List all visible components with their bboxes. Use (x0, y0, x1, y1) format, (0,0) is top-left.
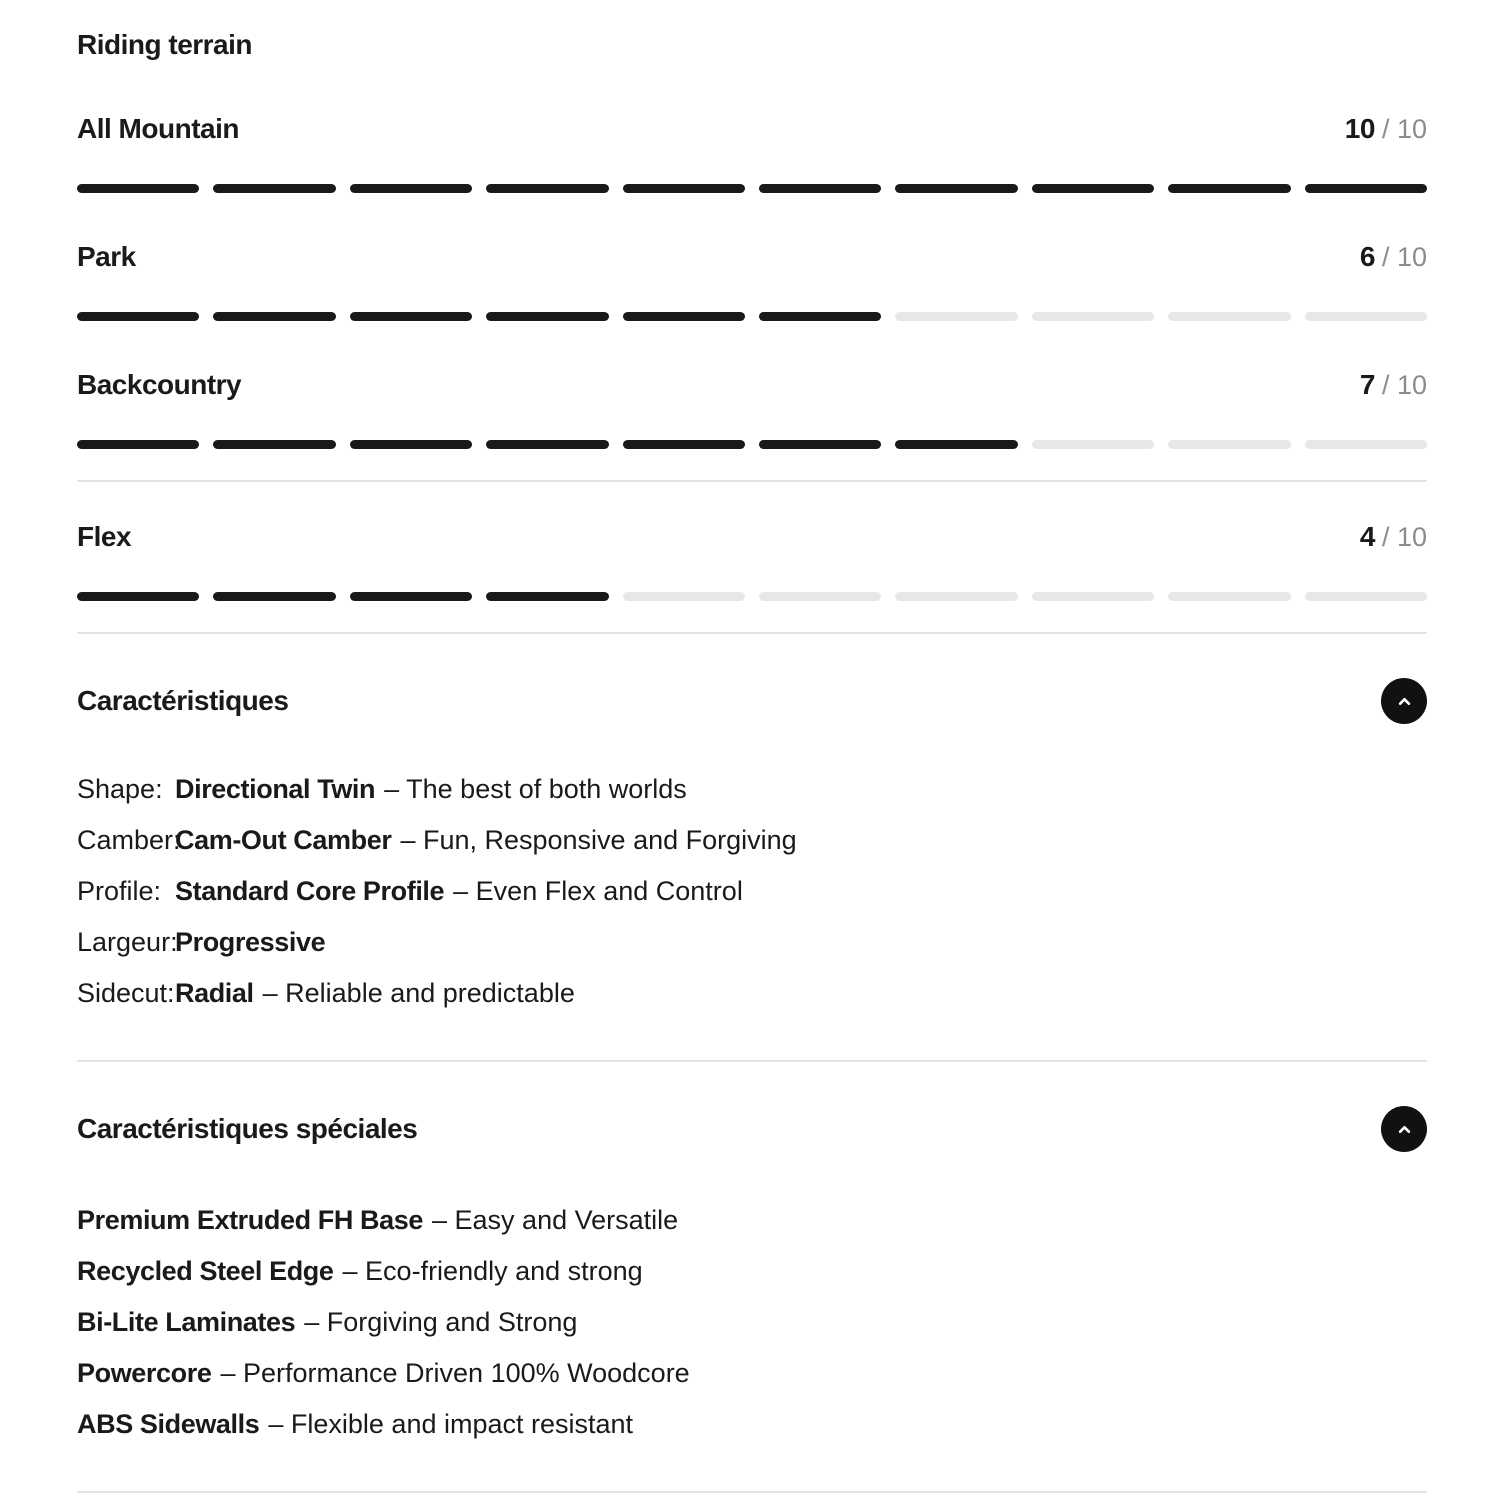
bar-segment-empty (895, 592, 1017, 601)
rating-value: 4 (1359, 521, 1375, 552)
rating-head (77, 240, 1427, 279)
spec-label: Shape: (77, 774, 163, 804)
special-collapse-button[interactable] (1381, 1106, 1427, 1152)
rating-label: Park (77, 241, 136, 272)
rating-value: 6 (1359, 241, 1375, 272)
bar-segment-filled (486, 440, 608, 449)
bar-segment-filled (486, 312, 608, 321)
spec-row-largeur (77, 917, 1427, 968)
feature-row (77, 1246, 1427, 1297)
characteristics-title: Caractéristiques (77, 685, 289, 716)
bar-segment-filled (623, 184, 745, 193)
rating-max: / 10 (1381, 114, 1427, 144)
bar-segment-filled (486, 184, 608, 193)
bar-segment-filled (213, 592, 335, 601)
bar-segment-filled (759, 184, 881, 193)
feature-name: Powercore (77, 1358, 212, 1388)
feature-name: Recycled Steel Edge (77, 1256, 334, 1286)
bar-segment-filled (1168, 184, 1290, 193)
rating-row-park (77, 240, 1427, 321)
bar-segment-filled (1032, 184, 1154, 193)
characteristics-section-header (77, 678, 1427, 724)
bar-segment-filled (895, 440, 1017, 449)
spec-text (175, 917, 334, 968)
chevron-up-icon (1394, 691, 1415, 712)
characteristics-collapse-button[interactable] (1381, 678, 1427, 724)
special-features-list (77, 1195, 1427, 1450)
bar-segment-filled (895, 184, 1017, 193)
rating-score (1360, 368, 1427, 407)
spec-value: Progressive (175, 927, 326, 957)
spec-row-shape (77, 764, 1427, 815)
bar-segment-filled (77, 184, 199, 193)
bar-segment-filled (213, 440, 335, 449)
bar-segment-filled (77, 440, 199, 449)
bar-segment-filled (623, 440, 745, 449)
bar-segment-filled (350, 440, 472, 449)
spec-text (175, 764, 687, 815)
rating-label: Backcountry (77, 369, 242, 400)
bar-segment-filled (759, 440, 881, 449)
rating-value: 10 (1344, 113, 1375, 144)
bar-segment-filled (1305, 184, 1427, 193)
bar-segment-filled (486, 592, 608, 601)
feature-desc: – Forgiving and Strong (304, 1307, 578, 1337)
spec-text (175, 866, 743, 917)
chevron-up-icon (1394, 1119, 1415, 1140)
feature-row (77, 1399, 1427, 1450)
feature-row (77, 1297, 1427, 1348)
rating-head (77, 520, 1427, 559)
spec-label: Sidecut: (77, 978, 175, 1008)
spec-text (175, 968, 575, 1019)
rating-max: / 10 (1381, 370, 1427, 400)
rating-max: / 10 (1381, 242, 1427, 272)
special-title: Caractéristiques spéciales (77, 1113, 418, 1144)
rating-row-backcountry (77, 368, 1427, 449)
feature-desc: – Performance Driven 100% Woodcore (220, 1358, 690, 1388)
spec-desc: – Reliable and predictable (262, 978, 575, 1008)
rating-row-flex (77, 520, 1427, 601)
rating-head (77, 368, 1427, 407)
bar-segment-empty (1168, 592, 1290, 601)
bar-segment-empty (759, 592, 881, 601)
rating-bar-track (77, 592, 1427, 601)
rating-max: / 10 (1381, 522, 1427, 552)
spec-value: Cam-Out Camber (175, 825, 392, 855)
feature-name: Bi-Lite Laminates (77, 1307, 296, 1337)
feature-row (77, 1195, 1427, 1246)
rating-label: Flex (77, 521, 132, 552)
feature-desc: – Easy and Versatile (432, 1205, 679, 1235)
spec-value: Standard Core Profile (175, 876, 445, 906)
bar-segment-empty (1305, 592, 1427, 601)
bar-segment-empty (1168, 312, 1290, 321)
bar-segment-filled (77, 312, 199, 321)
bar-segment-filled (759, 312, 881, 321)
rating-bar-track (77, 312, 1427, 321)
rating-row-all-mountain (77, 112, 1427, 193)
spec-row-profile (77, 866, 1427, 917)
spec-value: Directional Twin (175, 774, 376, 804)
spec-desc: – Even Flex and Control (453, 876, 743, 906)
divider (77, 632, 1427, 634)
spec-value: Radial (175, 978, 254, 1008)
spec-row-camber (77, 815, 1427, 866)
feature-desc: – Flexible and impact resistant (268, 1409, 634, 1439)
spec-row-sidecut (77, 968, 1427, 1019)
spec-label: Largeur: (77, 927, 178, 957)
spec-desc: – The best of both worlds (384, 774, 687, 804)
divider (77, 480, 1427, 482)
bar-segment-filled (350, 312, 472, 321)
bar-segment-empty (623, 592, 745, 601)
riding-terrain-title: Riding terrain (77, 29, 253, 60)
bar-segment-empty (1032, 312, 1154, 321)
bar-segment-empty (1305, 312, 1427, 321)
divider (77, 1060, 1427, 1062)
rating-head (77, 112, 1427, 151)
bar-segment-empty (1305, 440, 1427, 449)
rating-bar-track (77, 440, 1427, 449)
feature-name: Premium Extruded FH Base (77, 1205, 424, 1235)
spec-text (175, 815, 797, 866)
feature-name: ABS Sidewalls (77, 1409, 260, 1439)
bar-segment-filled (77, 592, 199, 601)
spec-label: Profile: (77, 876, 162, 906)
rating-bar-track (77, 184, 1427, 193)
bar-segment-empty (1168, 440, 1290, 449)
spec-label: Camber: (77, 825, 181, 855)
characteristics-list (77, 764, 1427, 1019)
rating-value: 7 (1359, 369, 1375, 400)
feature-desc: – Eco-friendly and strong (342, 1256, 643, 1286)
bar-segment-empty (1032, 440, 1154, 449)
spec-desc: – Fun, Responsive and Forgiving (400, 825, 797, 855)
special-section-header (77, 1106, 1427, 1152)
bar-segment-filled (213, 184, 335, 193)
bar-segment-filled (350, 592, 472, 601)
bar-segment-empty (895, 312, 1017, 321)
rating-score (1345, 112, 1427, 151)
rating-score (1360, 520, 1427, 559)
bar-segment-filled (350, 184, 472, 193)
feature-row (77, 1348, 1427, 1399)
rating-score (1360, 240, 1427, 279)
divider (77, 1491, 1427, 1493)
bar-segment-filled (623, 312, 745, 321)
bar-segment-empty (1032, 592, 1154, 601)
rating-label: All Mountain (77, 113, 239, 144)
bar-segment-filled (213, 312, 335, 321)
